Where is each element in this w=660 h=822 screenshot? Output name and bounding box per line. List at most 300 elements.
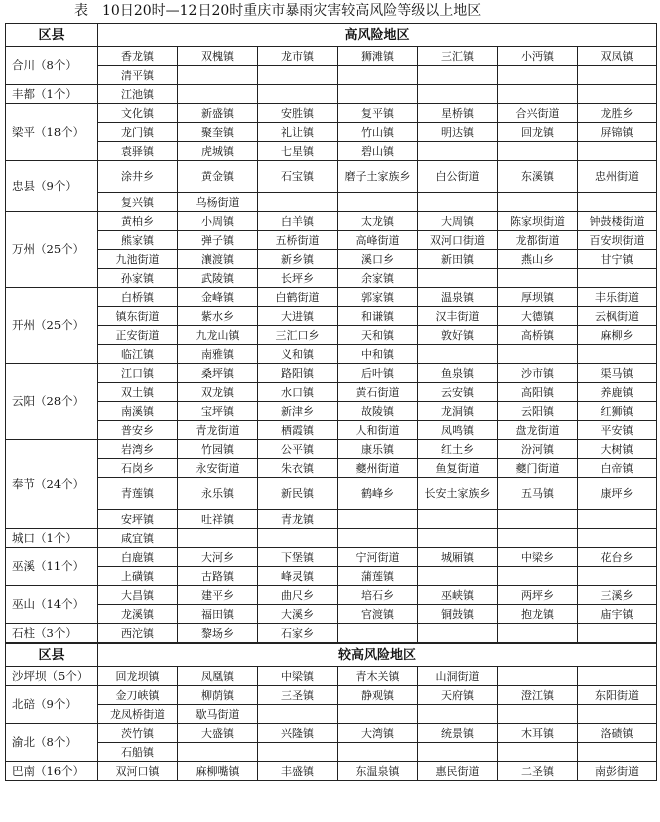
town-cell: 云枫街道 — [578, 307, 657, 326]
town-cell: 城厢镇 — [418, 548, 498, 567]
town-cell — [578, 705, 657, 724]
table-row — [6, 440, 657, 459]
town-cell: 两坪乡 — [498, 586, 578, 605]
town-cell: 后叶镇 — [338, 364, 418, 383]
town-cell: 石船镇 — [98, 743, 178, 762]
town-cell — [578, 743, 657, 762]
town-cell: 中和镇 — [338, 345, 418, 364]
town-cell: 白公街道 — [418, 161, 498, 193]
town-cell: 二圣镇 — [498, 762, 578, 781]
town-cell — [498, 66, 578, 85]
town-cell: 茨竹镇 — [98, 724, 178, 743]
table-row — [6, 326, 657, 345]
county-cell: 石柱（3个） — [6, 624, 98, 644]
town-cell — [178, 743, 258, 762]
town-cell: 双河口镇 — [98, 762, 178, 781]
town-cell: 龙凤桥街道 — [98, 705, 178, 724]
town-cell: 红土乡 — [418, 440, 498, 459]
town-cell: 高峰街道 — [338, 231, 418, 250]
town-cell: 大河乡 — [178, 548, 258, 567]
town-cell: 木耳镇 — [498, 724, 578, 743]
town-cell: 五马镇 — [498, 478, 578, 510]
town-cell: 康乐镇 — [338, 440, 418, 459]
town-cell: 金峰镇 — [178, 288, 258, 307]
town-cell: 高桥镇 — [498, 326, 578, 345]
town-cell: 燕山乡 — [498, 250, 578, 269]
town-cell: 陈家坝街道 — [498, 212, 578, 231]
town-cell: 虎城镇 — [178, 142, 258, 161]
table-row — [6, 212, 657, 231]
table-row — [6, 250, 657, 269]
town-cell: 聚奎镇 — [178, 123, 258, 142]
town-cell — [418, 345, 498, 364]
town-cell: 大德镇 — [498, 307, 578, 326]
table-row — [6, 47, 657, 66]
table-row — [6, 269, 657, 288]
town-cell: 乌杨街道 — [178, 193, 258, 212]
town-cell: 抱龙镇 — [498, 605, 578, 624]
town-cell: 汾河镇 — [498, 440, 578, 459]
table-row — [6, 383, 657, 402]
town-cell: 凤凰镇 — [178, 667, 258, 686]
town-cell: 康坪乡 — [578, 478, 657, 510]
county-cell: 城口（1个） — [6, 529, 98, 548]
county-cell: 万州（25个） — [6, 212, 98, 288]
town-cell: 麻柳乡 — [578, 326, 657, 345]
town-cell: 柳荫镇 — [178, 686, 258, 705]
town-cell: 峰灵镇 — [258, 567, 338, 586]
town-cell: 狮滩镇 — [338, 47, 418, 66]
town-cell: 回龙坝镇 — [98, 667, 178, 686]
town-cell: 小周镇 — [178, 212, 258, 231]
town-cell: 石岗乡 — [98, 459, 178, 478]
town-cell: 鱼复街道 — [418, 459, 498, 478]
town-cell: 甘宁镇 — [578, 250, 657, 269]
town-cell — [498, 705, 578, 724]
table-row — [6, 364, 657, 383]
town-cell: 上磺镇 — [98, 567, 178, 586]
town-cell: 长坪乡 — [258, 269, 338, 288]
town-cell: 红狮镇 — [578, 402, 657, 421]
table-row — [6, 104, 657, 123]
town-cell: 黎场乡 — [178, 624, 258, 644]
table-row — [6, 161, 657, 193]
table-row — [6, 231, 657, 250]
town-cell — [578, 667, 657, 686]
town-cell — [418, 66, 498, 85]
table-row — [6, 762, 657, 781]
town-cell: 中梁镇 — [258, 667, 338, 686]
county-cell: 奉节（24个） — [6, 440, 98, 529]
table-row — [6, 686, 657, 705]
town-cell: 大湾镇 — [338, 724, 418, 743]
town-cell: 巫峡镇 — [418, 586, 498, 605]
town-cell: 山洞街道 — [418, 667, 498, 686]
town-cell: 大昌镇 — [98, 586, 178, 605]
table-row — [6, 705, 657, 724]
town-cell: 忠州街道 — [578, 161, 657, 193]
county-cell: 梁平（18个） — [6, 104, 98, 161]
town-cell: 临江镇 — [98, 345, 178, 364]
town-cell: 五桥街道 — [258, 231, 338, 250]
town-cell — [418, 567, 498, 586]
town-cell — [498, 510, 578, 529]
town-cell — [498, 142, 578, 161]
town-cell: 弹子镇 — [178, 231, 258, 250]
town-cell — [578, 269, 657, 288]
town-cell: 丰盛镇 — [258, 762, 338, 781]
town-cell: 大树镇 — [578, 440, 657, 459]
town-cell: 天府镇 — [418, 686, 498, 705]
town-cell — [498, 667, 578, 686]
town-cell: 凤鸣镇 — [418, 421, 498, 440]
risk-table — [5, 23, 657, 781]
town-cell — [178, 66, 258, 85]
table-row — [6, 142, 657, 161]
county-column-header-2: 区县 — [6, 643, 98, 667]
town-cell: 黄金镇 — [178, 161, 258, 193]
town-cell: 青龙街道 — [178, 421, 258, 440]
town-cell: 鹤峰乡 — [338, 478, 418, 510]
town-cell — [418, 193, 498, 212]
town-cell: 百安坝街道 — [578, 231, 657, 250]
town-cell: 三圣镇 — [258, 686, 338, 705]
town-cell: 袁驿镇 — [98, 142, 178, 161]
town-cell: 天和镇 — [338, 326, 418, 345]
town-cell: 正安街道 — [98, 326, 178, 345]
town-cell — [418, 269, 498, 288]
town-cell: 紫水乡 — [178, 307, 258, 326]
town-cell — [578, 193, 657, 212]
town-cell: 竹园镇 — [178, 440, 258, 459]
town-cell: 新津乡 — [258, 402, 338, 421]
town-cell: 九池街道 — [98, 250, 178, 269]
mid-risk-column-header: 较高风险地区 — [98, 643, 657, 667]
town-cell: 白羊镇 — [258, 212, 338, 231]
town-cell: 回龙镇 — [498, 123, 578, 142]
town-cell: 溪口乡 — [338, 250, 418, 269]
town-cell: 歇马街道 — [178, 705, 258, 724]
town-cell: 熊家镇 — [98, 231, 178, 250]
town-cell: 大进镇 — [258, 307, 338, 326]
county-cell: 渝北（8个） — [6, 724, 98, 762]
town-cell: 香龙镇 — [98, 47, 178, 66]
town-cell: 永安街道 — [178, 459, 258, 478]
town-cell: 武陵镇 — [178, 269, 258, 288]
town-cell: 安胜镇 — [258, 104, 338, 123]
table-row — [6, 724, 657, 743]
town-cell: 青木关镇 — [338, 667, 418, 686]
table-row — [6, 529, 657, 548]
town-cell: 宁河街道 — [338, 548, 418, 567]
town-cell: 礼让镇 — [258, 123, 338, 142]
town-cell: 复平镇 — [338, 104, 418, 123]
town-cell: 三溪乡 — [578, 586, 657, 605]
town-cell: 云阳镇 — [498, 402, 578, 421]
town-cell: 普安乡 — [98, 421, 178, 440]
town-cell: 麻柳嘴镇 — [178, 762, 258, 781]
town-cell — [338, 705, 418, 724]
town-cell: 兴隆镇 — [258, 724, 338, 743]
county-cell: 开州（25个） — [6, 288, 98, 364]
town-cell: 三汇口乡 — [258, 326, 338, 345]
table-title: 表 10日20时—12日20时重庆市暴雨灾害较高风险等级以上地区 — [74, 3, 482, 19]
town-cell — [498, 269, 578, 288]
table-row — [6, 288, 657, 307]
town-cell: 安坪镇 — [98, 510, 178, 529]
town-cell — [418, 510, 498, 529]
town-cell: 西沱镇 — [98, 624, 178, 644]
town-cell: 南彭街道 — [578, 762, 657, 781]
table-row — [6, 123, 657, 142]
town-cell: 竹山镇 — [338, 123, 418, 142]
table-row — [6, 510, 657, 529]
town-cell: 余家镇 — [338, 269, 418, 288]
town-cell: 清平镇 — [98, 66, 178, 85]
town-cell: 培石乡 — [338, 586, 418, 605]
town-cell: 养鹿镇 — [578, 383, 657, 402]
town-cell: 路阳镇 — [258, 364, 338, 383]
town-cell: 咸宜镇 — [98, 529, 178, 548]
header-row-high — [6, 24, 657, 47]
header-row-mid — [6, 643, 657, 667]
table-row — [6, 605, 657, 624]
table-row — [6, 548, 657, 567]
town-cell: 龙洞镇 — [418, 402, 498, 421]
town-cell: 敦好镇 — [418, 326, 498, 345]
town-cell: 桑坪镇 — [178, 364, 258, 383]
county-cell: 巫山（14个） — [6, 586, 98, 624]
town-cell: 大溪乡 — [258, 605, 338, 624]
town-cell — [578, 529, 657, 548]
table-row — [6, 66, 657, 85]
town-cell: 白鹤街道 — [258, 288, 338, 307]
town-cell: 南雅镇 — [178, 345, 258, 364]
town-cell: 大周镇 — [418, 212, 498, 231]
town-cell — [338, 510, 418, 529]
town-cell: 惠民街道 — [418, 762, 498, 781]
town-cell: 公平镇 — [258, 440, 338, 459]
town-cell: 黄石街道 — [338, 383, 418, 402]
town-cell — [578, 66, 657, 85]
town-cell: 江口镇 — [98, 364, 178, 383]
town-cell: 星桥镇 — [418, 104, 498, 123]
town-cell: 合兴街道 — [498, 104, 578, 123]
town-cell: 碧山镇 — [338, 142, 418, 161]
town-cell — [498, 567, 578, 586]
town-cell: 孙家镇 — [98, 269, 178, 288]
town-cell: 双凤镇 — [578, 47, 657, 66]
table-row — [6, 345, 657, 364]
town-cell — [338, 85, 418, 104]
town-cell: 瀼渡镇 — [178, 250, 258, 269]
town-cell: 东溪镇 — [498, 161, 578, 193]
town-cell: 双龙镇 — [178, 383, 258, 402]
table-row — [6, 459, 657, 478]
town-cell: 盘龙街道 — [498, 421, 578, 440]
town-cell: 花台乡 — [578, 548, 657, 567]
town-cell: 长安土家族乡 — [418, 478, 498, 510]
town-cell — [418, 743, 498, 762]
town-cell: 白帝镇 — [578, 459, 657, 478]
town-cell: 复兴镇 — [98, 193, 178, 212]
town-cell — [498, 85, 578, 104]
county-cell: 丰都（1个） — [6, 85, 98, 104]
high-risk-column-header: 高风险地区 — [98, 24, 657, 47]
table-row — [6, 478, 657, 510]
town-cell: 双土镇 — [98, 383, 178, 402]
town-cell: 大盛镇 — [178, 724, 258, 743]
town-cell: 九龙山镇 — [178, 326, 258, 345]
town-cell — [498, 624, 578, 644]
town-cell: 七星镇 — [258, 142, 338, 161]
county-column-header: 区县 — [6, 24, 98, 47]
town-cell: 文化镇 — [98, 104, 178, 123]
town-cell: 永乐镇 — [178, 478, 258, 510]
town-cell: 钟鼓楼街道 — [578, 212, 657, 231]
town-cell: 义和镇 — [258, 345, 338, 364]
town-cell: 双槐镇 — [178, 47, 258, 66]
town-cell: 福田镇 — [178, 605, 258, 624]
county-cell: 巴南（16个） — [6, 762, 98, 781]
town-cell: 渠马镇 — [578, 364, 657, 383]
town-cell: 屏锦镇 — [578, 123, 657, 142]
town-cell: 石宝镇 — [258, 161, 338, 193]
town-cell: 东温泉镇 — [338, 762, 418, 781]
table-row — [6, 421, 657, 440]
town-cell — [418, 529, 498, 548]
town-cell: 金刀峡镇 — [98, 686, 178, 705]
table-row — [6, 307, 657, 326]
town-cell: 青龙镇 — [258, 510, 338, 529]
town-cell: 宝坪镇 — [178, 402, 258, 421]
town-cell: 双河口街道 — [418, 231, 498, 250]
town-cell: 洛碛镇 — [578, 724, 657, 743]
town-cell: 厚坝镇 — [498, 288, 578, 307]
town-cell — [498, 529, 578, 548]
town-cell: 郭家镇 — [338, 288, 418, 307]
town-cell — [418, 142, 498, 161]
town-cell: 磨子土家族乡 — [338, 161, 418, 193]
town-cell — [258, 66, 338, 85]
town-cell: 岩湾乡 — [98, 440, 178, 459]
town-cell: 建平乡 — [178, 586, 258, 605]
town-cell — [338, 624, 418, 644]
town-cell: 吐祥镇 — [178, 510, 258, 529]
town-cell: 曲尺乡 — [258, 586, 338, 605]
town-cell: 涂井乡 — [98, 161, 178, 193]
town-cell: 水口镇 — [258, 383, 338, 402]
town-cell: 明达镇 — [418, 123, 498, 142]
table-row — [6, 85, 657, 104]
table-row — [6, 586, 657, 605]
town-cell: 新民镇 — [258, 478, 338, 510]
town-cell: 汉丰街道 — [418, 307, 498, 326]
town-cell: 夔州街道 — [338, 459, 418, 478]
town-cell: 小沔镇 — [498, 47, 578, 66]
town-cell: 中梁乡 — [498, 548, 578, 567]
town-cell: 新乡镇 — [258, 250, 338, 269]
table-row — [6, 567, 657, 586]
town-cell: 鱼泉镇 — [418, 364, 498, 383]
town-cell: 黄柏乡 — [98, 212, 178, 231]
county-cell: 忠县（9个） — [6, 161, 98, 212]
town-cell: 人和街道 — [338, 421, 418, 440]
county-cell: 沙坪坝（5个） — [6, 667, 98, 686]
town-cell: 铜鼓镇 — [418, 605, 498, 624]
town-cell: 龙门镇 — [98, 123, 178, 142]
county-cell: 巫溪（11个） — [6, 548, 98, 586]
town-cell — [338, 529, 418, 548]
town-cell: 江池镇 — [98, 85, 178, 104]
town-cell: 蒲莲镇 — [338, 567, 418, 586]
town-cell: 新盛镇 — [178, 104, 258, 123]
town-cell — [578, 624, 657, 644]
town-cell — [258, 85, 338, 104]
town-cell — [338, 193, 418, 212]
town-cell: 平安镇 — [578, 421, 657, 440]
town-cell: 朱衣镇 — [258, 459, 338, 478]
county-cell: 合川（8个） — [6, 47, 98, 85]
town-cell — [258, 529, 338, 548]
town-cell — [578, 510, 657, 529]
town-cell — [498, 193, 578, 212]
town-cell: 静观镇 — [338, 686, 418, 705]
town-cell: 南溪镇 — [98, 402, 178, 421]
town-cell: 高阳镇 — [498, 383, 578, 402]
town-cell: 故陵镇 — [338, 402, 418, 421]
town-cell: 丰乐街道 — [578, 288, 657, 307]
town-cell: 龙市镇 — [258, 47, 338, 66]
town-cell — [578, 142, 657, 161]
town-cell: 统景镇 — [418, 724, 498, 743]
town-cell: 白鹿镇 — [98, 548, 178, 567]
town-cell — [178, 529, 258, 548]
town-cell: 三汇镇 — [418, 47, 498, 66]
town-cell: 栖霞镇 — [258, 421, 338, 440]
town-cell: 夔门街道 — [498, 459, 578, 478]
town-cell: 沙市镇 — [498, 364, 578, 383]
town-cell: 和谦镇 — [338, 307, 418, 326]
county-cell: 北碚（9个） — [6, 686, 98, 724]
town-cell — [418, 624, 498, 644]
town-cell: 太龙镇 — [338, 212, 418, 231]
town-cell: 龙都街道 — [498, 231, 578, 250]
town-cell — [258, 705, 338, 724]
town-cell: 新田镇 — [418, 250, 498, 269]
table-row — [6, 624, 657, 644]
table-row — [6, 193, 657, 212]
town-cell — [498, 345, 578, 364]
town-cell: 古路镇 — [178, 567, 258, 586]
town-cell — [338, 743, 418, 762]
table-row — [6, 743, 657, 762]
town-cell: 澄江镇 — [498, 686, 578, 705]
town-cell: 龙溪镇 — [98, 605, 178, 624]
town-cell — [578, 85, 657, 104]
town-cell: 白桥镇 — [98, 288, 178, 307]
town-cell: 青莲镇 — [98, 478, 178, 510]
town-cell: 下堡镇 — [258, 548, 338, 567]
table-row — [6, 402, 657, 421]
town-cell: 镇东街道 — [98, 307, 178, 326]
town-cell — [258, 743, 338, 762]
town-cell: 庙宇镇 — [578, 605, 657, 624]
town-cell: 石家乡 — [258, 624, 338, 644]
town-cell: 云安镇 — [418, 383, 498, 402]
town-cell — [178, 85, 258, 104]
town-cell: 东阳街道 — [578, 686, 657, 705]
